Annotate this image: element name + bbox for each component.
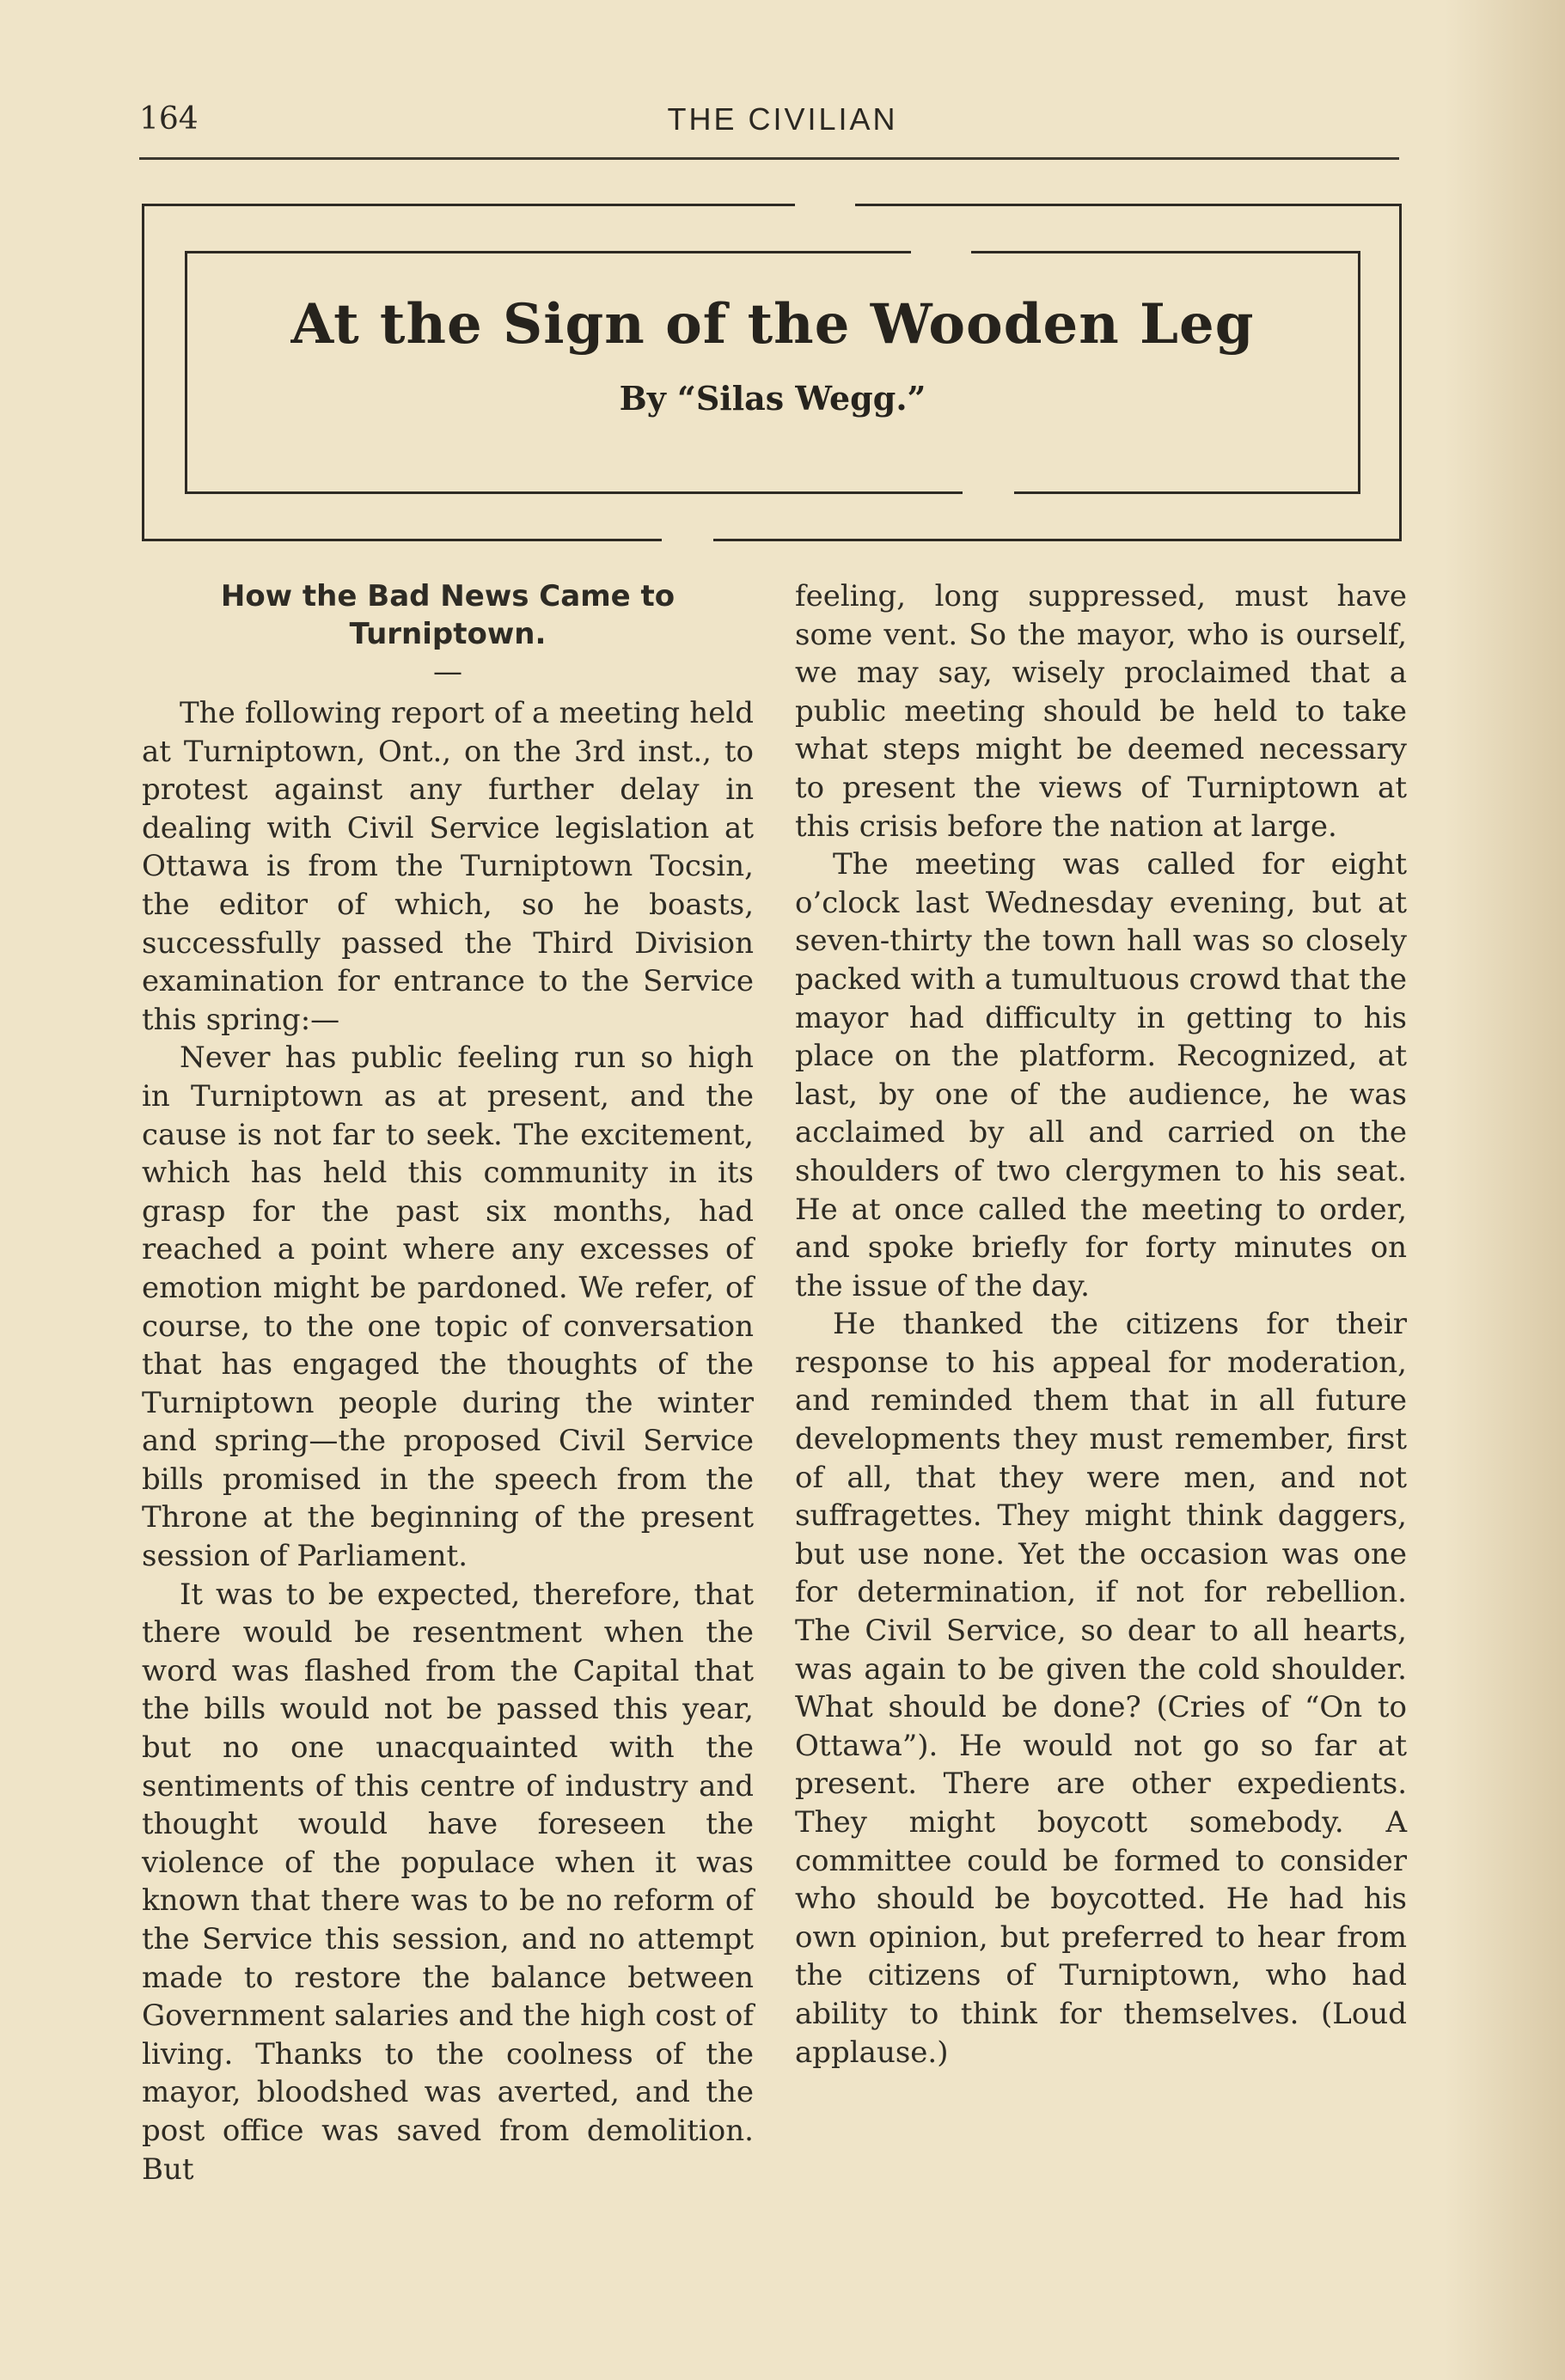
article-title: At the Sign of the Wooden Leg [290, 292, 1255, 357]
running-head: THE CIVILIAN [667, 101, 898, 137]
paragraph: Never has public feeling run so high in Turniptown as at present, and the cause is not far to seek. The excitement, which has held this community in its grasp for the past six months, had reached a point where any excesses of emotion might be pardoned. We refer, of course, to the one topic of conversation that has engaged the thoughts of the Turniptown people during the winter and spring—the proposed Civil Service bills promised in the speech from the Throne at the beginning of the present session of Parliament. [142, 1040, 754, 1574]
paragraph: The following report of a meeting held at Turniptown, Ont., on the 3rd inst., to protest against any further delay in dealing with Civil Service legislation at Ottawa is from the Turniptown Tocsin, the editor of which, so he boasts, successfully passed the Third Division examination for entrance to the Service this spring:— [142, 696, 754, 1037]
section-subhead: How the Bad News Came to Turniptown. [220, 579, 676, 651]
header-rule [139, 157, 1399, 160]
page-edge-shadow [1445, 0, 1565, 2380]
frame-gap-bottom [662, 538, 713, 543]
paragraph: He thanked the citizens for their response to his appeal for moderation, and reminded them that in all future developments they must remember, first of all, that they were men, and not suffragettes. They might think daggers, but use none. Yet the occasion was one for determination, if not for rebellion. The Civil Service, so dear to all hearts, was again to be given the cold shoulder. What should be done? (Cries of “On to Ottawa”). He would not go so far at present. There are other expedients. They might boycott somebody. A committee could be formed to consider who should be boycotted. He had his own opinion, but preferred to hear from the citizens of Turniptown, who had ability to think for themselves. (Loud applause.) [795, 1307, 1407, 2070]
paragraph: The meeting was called for eight o’clock last Wednesday evening, but at seven-thirty the town hall was so closely packed with a tumultuous crowd that the mayor had difficulty in getting to his place on the platform. Recognized, at last, by one of the audience, he was acclaimed by all and carried on the shoulders of two clergymen to his seat. He at once called the meeting to order, and spoke briefly for forty minutes on the issue of the day. [795, 847, 1407, 1303]
page-number: 164 [139, 101, 199, 137]
article-byline: By “Silas Wegg.” [619, 379, 926, 418]
frame-gap-top [795, 202, 855, 207]
title-block [185, 292, 1360, 418]
inner-gap-top [911, 249, 971, 254]
inner-gap-bottom [963, 491, 1014, 496]
left-column [142, 577, 754, 2188]
subhead-separator: — [433, 655, 462, 689]
paragraph-continued: feeling, long suppressed, must have some vent. So the mayor, who is ourself, we may say, wisely proclaimed that a public meeting should be held to take what steps might be deemed necessary to present the views of Turniptown at this crisis before the nation at large. [795, 579, 1407, 844]
paragraph: It was to be expected, therefore, that there would be resentment when the word was flashed from the Capital that the bills would not be passed this year, but no one unacquainted with the sentiments of this centre of industry and thought would have foreseen the violence of the populace when it was known that there was to be no reform of the Service this session, and no attempt made to restore the balance between Government salaries and the high cost of living. Thanks to the coolness of the mayor, bloodshed was averted, and the post office was saved from demolition. But [142, 1577, 754, 2187]
right-column [795, 577, 1407, 2072]
